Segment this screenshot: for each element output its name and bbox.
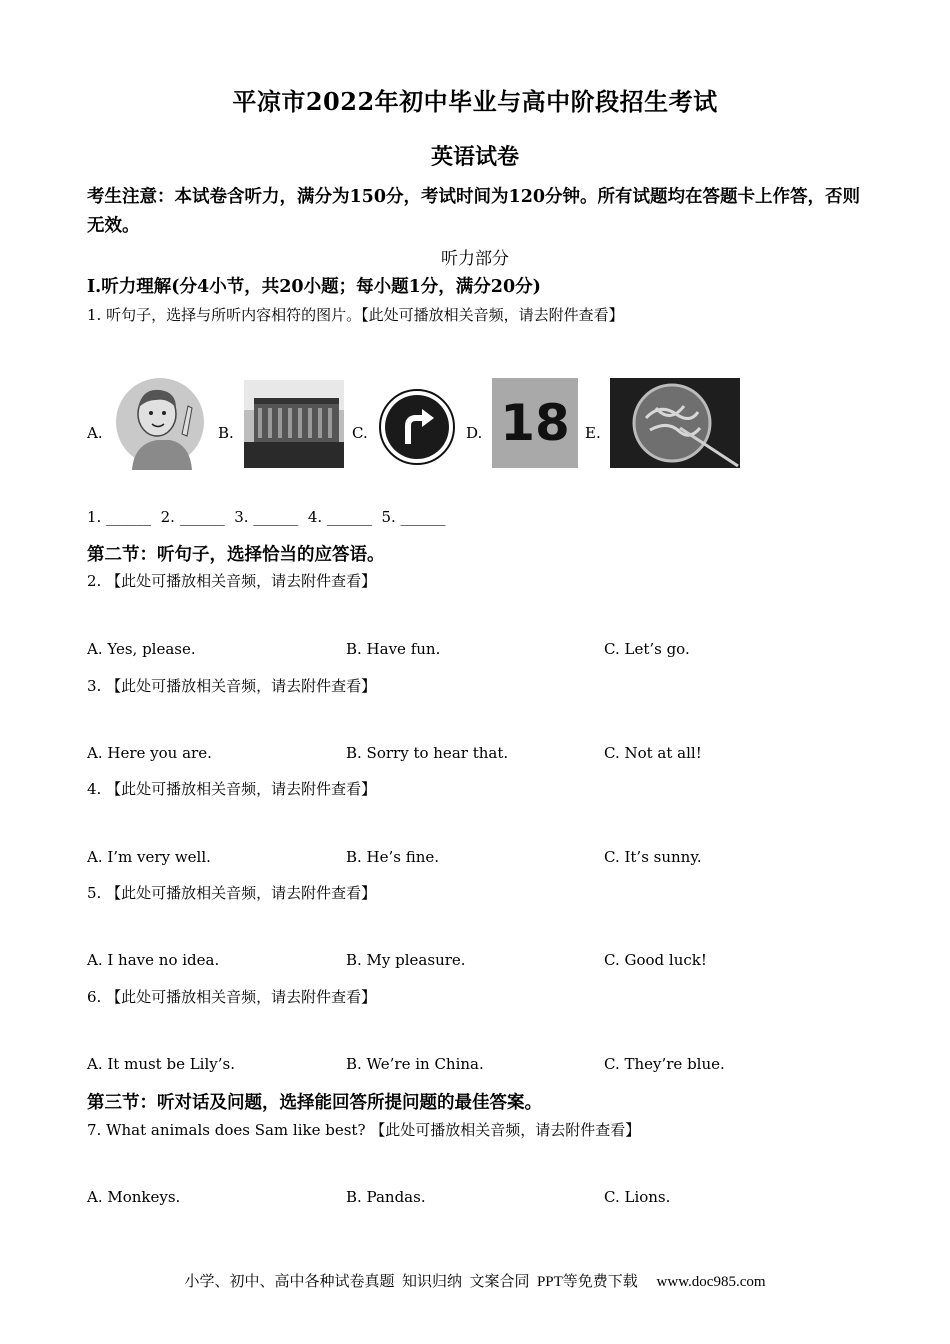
image-label-a: A. [87,424,103,442]
q3-option-a: A. Here you are. [87,744,212,762]
q2-option-b: B. Have fun. [346,640,441,658]
question-1: 1. 听句子，选择与所听内容相符的图片。【此处可播放相关音频，请去附件查看】 [87,306,624,324]
building-icon [244,380,344,468]
question-2: 2. 【此处可播放相关音频，请去附件查看】 [87,572,377,590]
q5-option-c: C. Good luck! [604,951,707,969]
q4-option-c: C. It’s sunny. [604,848,702,866]
q2-option-c: C. Let’s go. [604,640,690,658]
question-5: 5. 【此处可播放相关音频，请去附件查看】 [87,884,377,902]
image-label-d: D. [466,424,483,442]
noodles-icon [610,378,742,468]
q4-option-b: B. He’s fine. [346,848,440,866]
question-3: 3. 【此处可播放相关音频，请去附件查看】 [87,677,377,695]
q2-option-a: A. Yes, please. [87,640,196,658]
q3-option-c: C. Not at all! [604,744,702,762]
section2-title: 第二节：听句子，选择恰当的应答语。 [87,545,385,565]
exam-subtitle: 英语试卷 [430,144,519,170]
q3-option-b: B. Sorry to hear that. [346,744,509,762]
q4-option-a: A. I’m very well. [87,848,211,866]
q7-option-a: A. Monkeys. [87,1188,181,1206]
part1-title: I.听力理解(分4小节，共20小题；每小题1分，满分20分) [87,277,541,297]
turn-right-sign-icon [378,388,456,466]
image-label-b: B. [218,424,234,442]
q5-option-b: B. My pleasure. [346,951,466,969]
exam-title: 平凉市2022年初中毕业与高中阶段招生考试 [232,87,718,116]
question-7: 7. What animals does Sam like best? 【此处可播放相关音频，请去附件查看】 [87,1121,641,1139]
section3-title: 第三节：听对话及问题，选择能回答所提问题的最佳答案。 [87,1093,542,1113]
image-label-e: E. [585,424,601,442]
image-label-c: C. [352,424,368,442]
exam-notice: 考生注意：本试卷含听力，满分为150分，考试时间为120分钟。所有试题均在答题卡上作答，否则无效。 [87,187,861,236]
answer-blanks: 1. ______ 2. ______ 3. ______ 4. ______ 5. ______ [87,508,446,526]
q5-option-a: A. I have no idea. [87,951,220,969]
q6-option-b: B. We’re in China. [346,1055,484,1073]
q6-option-a: A. It must be Lily’s. [87,1055,235,1073]
page-footer: 小学、初中、高中各种试卷真题 知识归纳 文案合同 PPT等免费下载 www.doc985.com [184,1274,766,1290]
question-6: 6. 【此处可播放相关音频，请去附件查看】 [87,988,377,1006]
q6-option-c: C. They’re blue. [604,1055,725,1073]
q7-option-b: B. Pandas. [346,1188,426,1206]
number-18-icon: 18 [492,378,578,468]
question-4: 4. 【此处可播放相关音频，请去附件查看】 [87,780,377,798]
listening-heading: 听力部分 [441,249,509,269]
q7-option-c: C. Lions. [604,1188,671,1206]
boy-icon [112,378,207,470]
